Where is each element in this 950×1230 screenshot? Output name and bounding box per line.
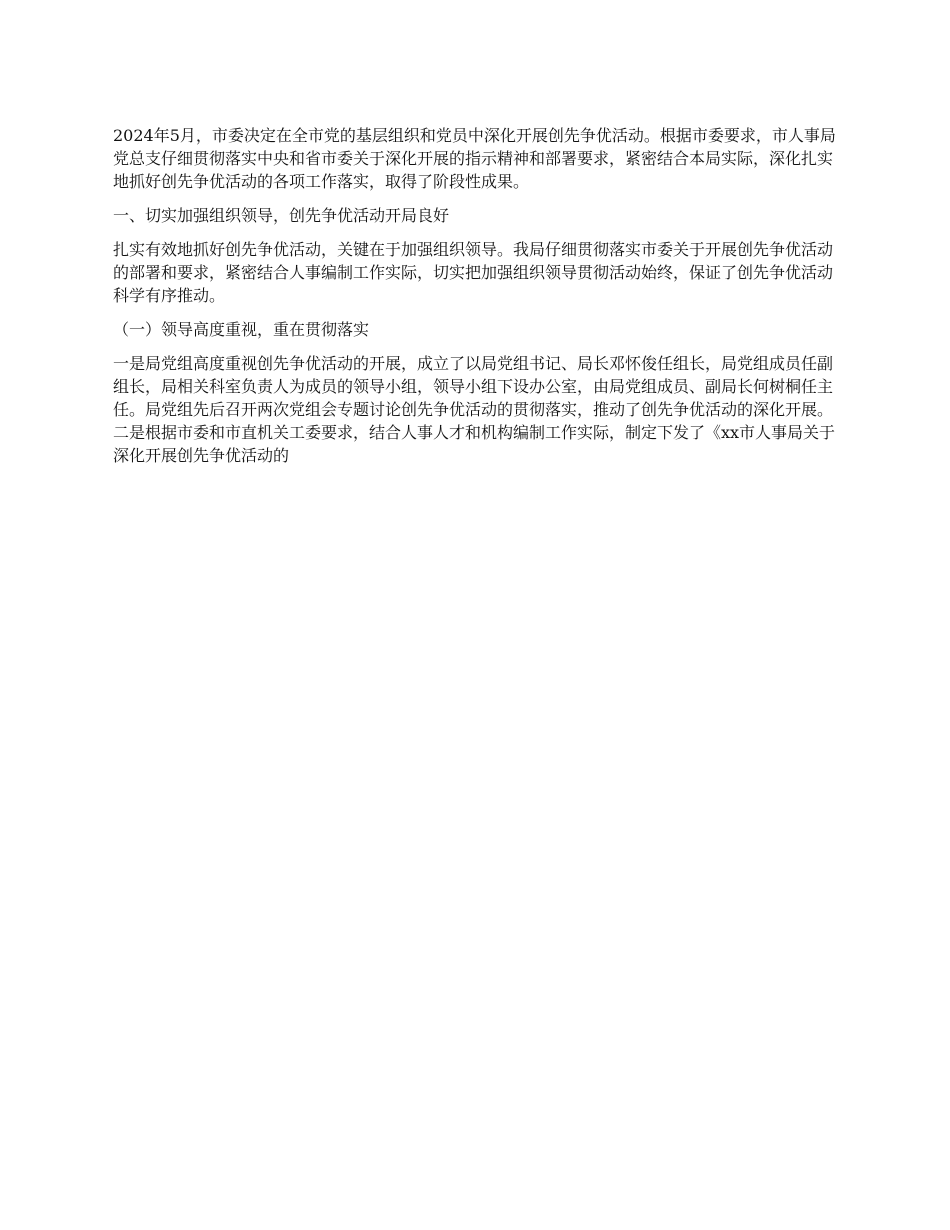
- subsection-heading-1: （一）领导高度重视，重在贯彻落实: [113, 320, 370, 339]
- section-1-paragraph: 扎实有效地抓好创先争优活动，关键在于加强组织领导。我局仔细贯彻落实市委关于开展创先争优活动的部署和要求，紧密结合人事编制工作实际，切实把加强组织领导贯彻活动始终，保证了创先争优活动科学有序推动。: [113, 240, 834, 305]
- document-body: [113, 124, 840, 478]
- intro-paragraph: 2024年5月，市委决定在全市党的基层组织和党员中深化开展创先争优活动。根据市委要求，市人事局党总支仔细贯彻落实中央和省市委关于深化开展的指示精神和部署要求，紧密结合本局实际，深化扎实地抓好创先争优活动的各项工作落实，取得了阶段性成果。: [113, 126, 836, 191]
- section-heading-1: 一、切实加强组织领导，创先争优活动开局良好: [113, 206, 450, 225]
- subsection-1-paragraph: 一是局党组高度重视创先争优活动的开展，成立了以局党组书记、局长邓怀俊任组长，局党组成员任副组长，局相关科室负责人为成员的领导小组，领导小组下设办公室，由局党组成员、副局长何树桐任主任。局党组先后召开两次党组会专题讨论创先争优活动的贯彻落实，推动了创先争优活动的深化开展。二是根据市委和市直机关工委要求，结合人事人才和机构编制工作实际，制定下发了《xx市人事局关于深化开展创先争优活动的: [113, 354, 836, 465]
